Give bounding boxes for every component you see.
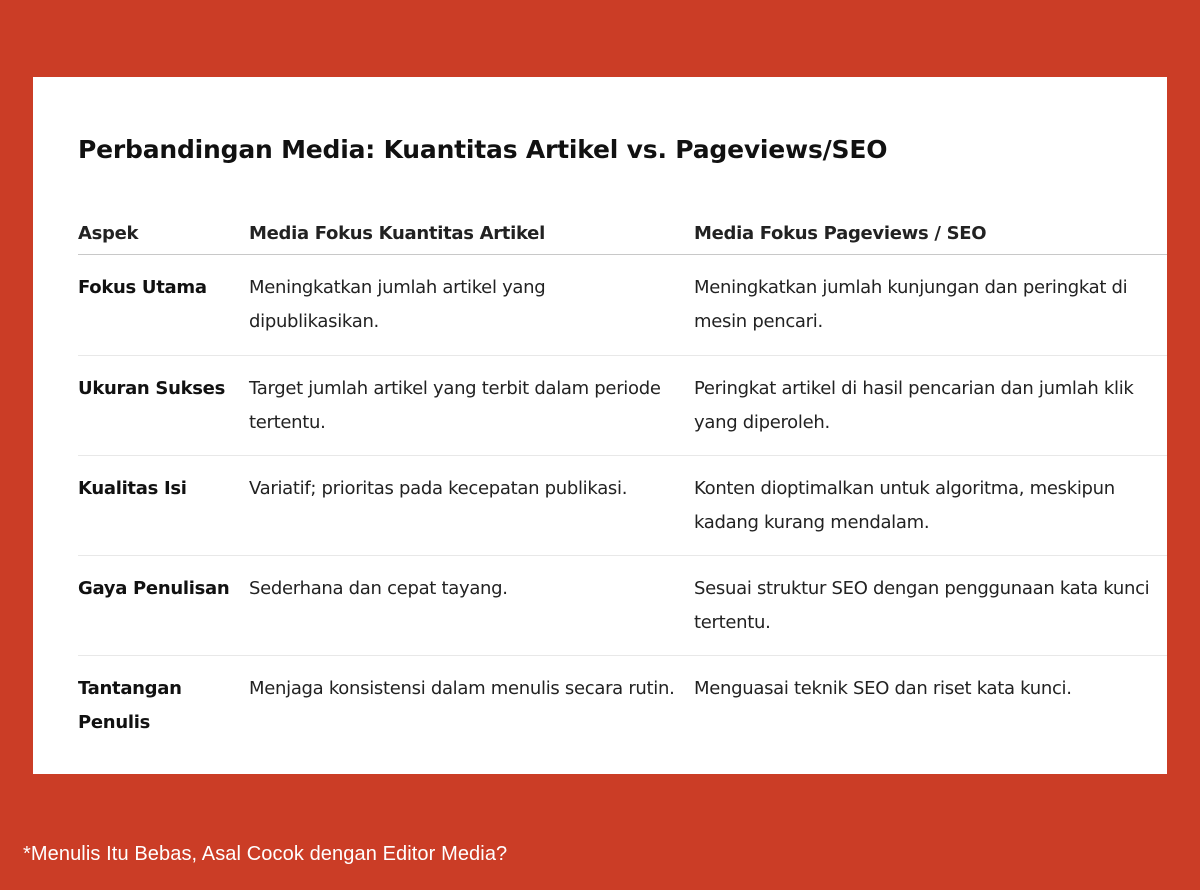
table-row bbox=[78, 555, 1167, 655]
row-seo: Meningkatkan jumlah kunjungan dan peringkat di mesin pencari. bbox=[694, 277, 1128, 332]
header-seo: Media Fokus Pageviews / SEO bbox=[694, 223, 987, 244]
table-row bbox=[78, 455, 1167, 555]
row-seo: Peringkat artikel di hasil pencarian dan jumlah klik yang diperoleh. bbox=[694, 378, 1134, 433]
header-quantity: Media Fokus Kuantitas Artikel bbox=[249, 223, 545, 244]
footer-caption: *Menulis Itu Bebas, Asal Cocok dengan Editor Media? bbox=[23, 843, 508, 865]
row-aspect: Kualitas Isi bbox=[78, 478, 187, 499]
comparison-card bbox=[33, 77, 1167, 774]
table-row bbox=[78, 355, 1167, 455]
row-aspect: Tantangan Penulis bbox=[78, 678, 182, 733]
table-header-row bbox=[78, 213, 1167, 255]
row-quantity: Variatif; prioritas pada kecepatan publikasi. bbox=[249, 478, 628, 499]
row-aspect: Gaya Penulisan bbox=[78, 578, 230, 599]
row-aspect: Fokus Utama bbox=[78, 277, 207, 298]
header-aspect: Aspek bbox=[78, 223, 139, 244]
table-row bbox=[78, 655, 1167, 755]
table-row bbox=[78, 255, 1167, 355]
row-aspect: Ukuran Sukses bbox=[78, 378, 225, 399]
comparison-table bbox=[78, 213, 1167, 755]
row-quantity: Sederhana dan cepat tayang. bbox=[249, 578, 508, 599]
row-quantity: Target jumlah artikel yang terbit dalam periode tertentu. bbox=[249, 378, 661, 433]
row-quantity: Meningkatkan jumlah artikel yang dipublikasikan. bbox=[249, 277, 546, 332]
row-seo: Konten dioptimalkan untuk algoritma, meskipun kadang kurang mendalam. bbox=[694, 478, 1115, 533]
table-title: Perbandingan Media: Kuantitas Artikel vs. Pageviews/SEO bbox=[78, 135, 888, 164]
row-seo: Menguasai teknik SEO dan riset kata kunci. bbox=[694, 678, 1072, 699]
row-seo: Sesuai struktur SEO dengan penggunaan kata kunci tertentu. bbox=[694, 578, 1150, 633]
row-quantity: Menjaga konsistensi dalam menulis secara rutin. bbox=[249, 678, 675, 699]
